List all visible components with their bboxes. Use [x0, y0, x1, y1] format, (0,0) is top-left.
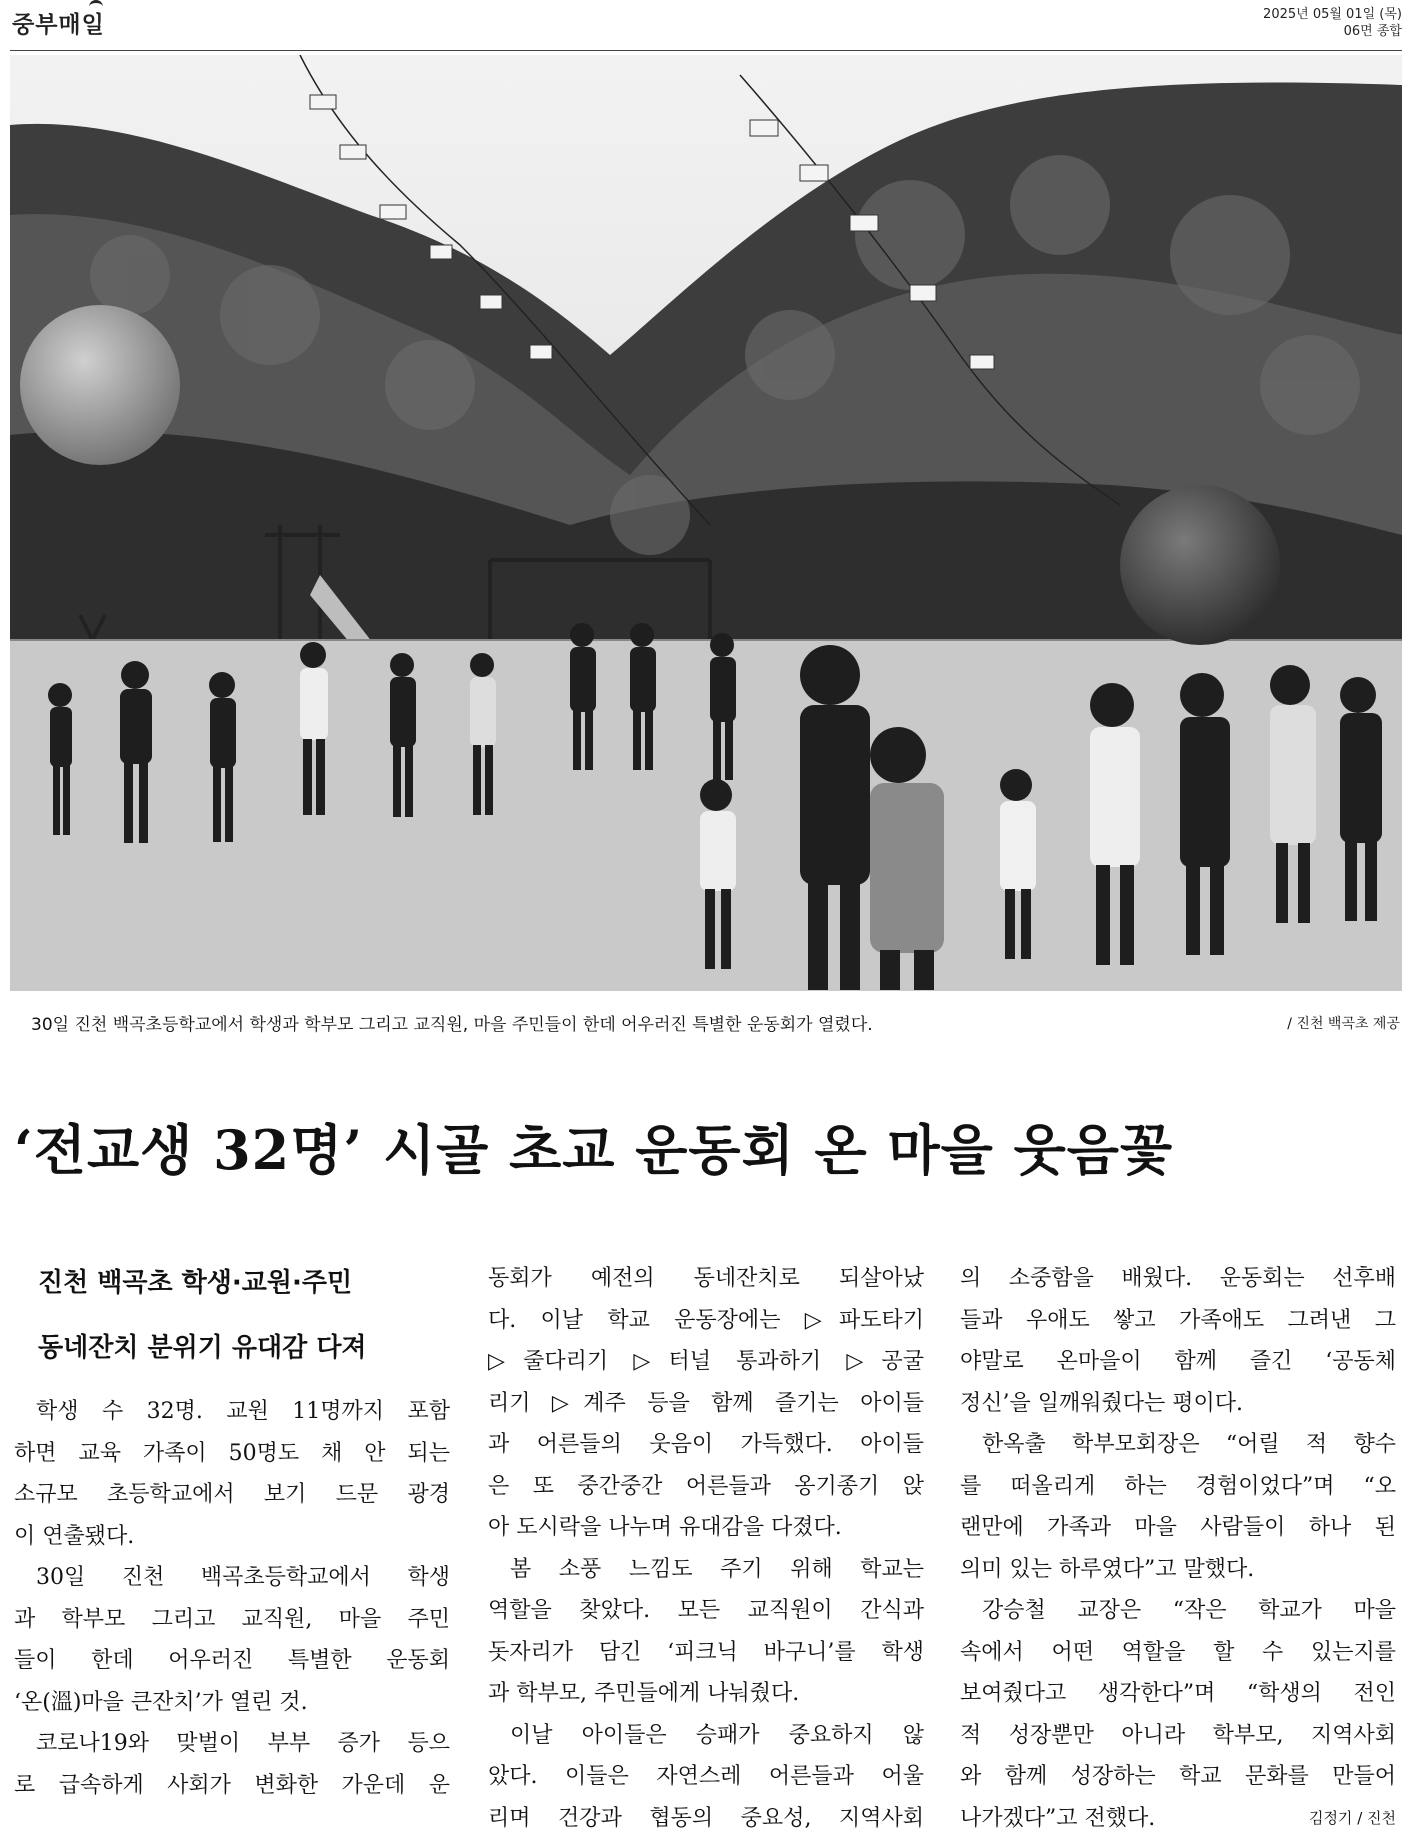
body-line: 동회가 예전의 동네잔치로 되살아났	[488, 1258, 924, 1300]
newspaper-masthead	[12, 6, 105, 39]
article-headline: ‘전교생 32명’ 시골 초교 운동회 온 마을 웃음꽃	[14, 1108, 1398, 1185]
article-column-3	[960, 1258, 1396, 1839]
masthead-name: 중부매일	[12, 12, 105, 38]
body-line: 의 소중함을 배웠다. 운동회는 선후배	[960, 1258, 1396, 1300]
body-line: 소규모 초등학교에서 보기 드문 광경	[14, 1474, 450, 1516]
photo-credit: / 진천 백곡초 제공	[1287, 1013, 1400, 1033]
article-column-2	[488, 1258, 924, 1839]
body-line: 은 또 중간중간 어른들과 옹기종기 앉	[488, 1466, 924, 1508]
body-line: 로 급속하게 사회가 변화한 가운데 운	[14, 1765, 450, 1807]
body-line: 적 성장뿐만 아니라 학부모, 지역사회	[960, 1715, 1396, 1757]
body-line: 보여줬다고 생각한다”며 “학생의 전인	[960, 1673, 1396, 1715]
header-rule	[10, 50, 1402, 51]
body-line: 들이 한데 어우러진 특별한 운동회	[14, 1640, 450, 1682]
body-line: 나가겠다”고 전했다.	[960, 1798, 1155, 1839]
body-line: 를 떠올리게 하는 경험이었다”며 “오	[960, 1466, 1396, 1508]
body-line: 와 함께 성장하는 학교 문화를 만들어	[960, 1756, 1396, 1798]
article-column-1	[14, 1265, 450, 1806]
body-line: 리며 건강과 협동의 중요성, 지역사회	[488, 1798, 924, 1839]
body-line: 강승철 교장은 “작은 학교가 마을	[960, 1590, 1396, 1632]
dateline	[1263, 6, 1402, 40]
publication-date: 2025년 05월 01일 (목)	[1263, 6, 1402, 23]
body-line: 역할을 찾았다. 모든 교직원이 간식과	[488, 1590, 924, 1632]
body-line: 30일 진천 백곡초등학교에서 학생	[14, 1557, 450, 1599]
photo-caption: 30일 진천 백곡초등학교에서 학생과 학부모 그리고 교직원, 마을 주민들이 한데 어우러진 특별한 운동회가 열렸다.	[31, 1010, 873, 1035]
body-line: 학생 수 32명. 교원 11명까지 포함	[14, 1391, 450, 1433]
subheadline: 동네잔치 분위기 유대감 다져	[14, 1316, 450, 1381]
body-line: ▷줄다리기 ▷터널 통과하기 ▷공굴	[488, 1341, 924, 1383]
body-line: 돗자리가 담긴 ‘피크닉 바구니’를 학생	[488, 1632, 924, 1674]
subheadline: 진천 백곡초 학생·교원·주민	[14, 1251, 450, 1316]
body-line: 랜만에 가족과 마을 사람들이 하나 된	[960, 1507, 1396, 1549]
body-line: 이 연출됐다.	[14, 1516, 450, 1558]
body-line: 과 어른들의 웃음이 가득했다. 아이들	[488, 1424, 924, 1466]
closing-row	[960, 1798, 1396, 1839]
body-line: 야말로 온마을이 함께 즐긴 ‘공동체	[960, 1341, 1396, 1383]
body-line: 속에서 어떤 역할을 할 수 있는지를	[960, 1632, 1396, 1674]
body-line: 다. 이날 학교 운동장에는 ▷파도타기	[488, 1300, 924, 1342]
body-line: ‘온(溫)마을 큰잔치’가 열린 것.	[14, 1682, 450, 1724]
body-line: 이날 아이들은 승패가 중요하지 않	[488, 1715, 924, 1757]
body-line: 코로나19와 맞벌이 부부 증가 등으	[14, 1723, 450, 1765]
subheadline-block	[14, 1251, 450, 1381]
reporter-byline: 김정기 / 진천	[1309, 1798, 1396, 1839]
body-line: 들과 우애도 쌓고 가족애도 그려낸 그	[960, 1300, 1396, 1342]
body-line: 았다. 이들은 자연스레 어른들과 어울	[488, 1756, 924, 1798]
body-line: 과 학부모 그리고 교직원, 마을 주민	[14, 1599, 450, 1641]
body-line: 한옥출 학부모회장은 “어릴 적 향수	[960, 1424, 1396, 1466]
masthead-logo-mark	[89, 0, 103, 11]
body-line: 리기 ▷계주 등을 함께 즐기는 아이들	[488, 1383, 924, 1425]
page-section: 06면 종합	[1263, 23, 1402, 40]
body-line: 아 도시락을 나누며 유대감을 다졌다.	[488, 1507, 924, 1549]
news-photo	[10, 55, 1402, 991]
body-line: 의미 있는 하루였다”고 말했다.	[960, 1549, 1396, 1591]
sports-day-photo-illustration	[10, 55, 1402, 991]
body-line: 정신’을 일깨워줬다는 평이다.	[960, 1383, 1396, 1425]
body-line: 봄 소풍 느낌도 주기 위해 학교는	[488, 1549, 924, 1591]
body-line: 하면 교육 가족이 50명도 채 안 되는	[14, 1433, 450, 1475]
body-line: 과 학부모, 주민들에게 나눠줬다.	[488, 1673, 924, 1715]
